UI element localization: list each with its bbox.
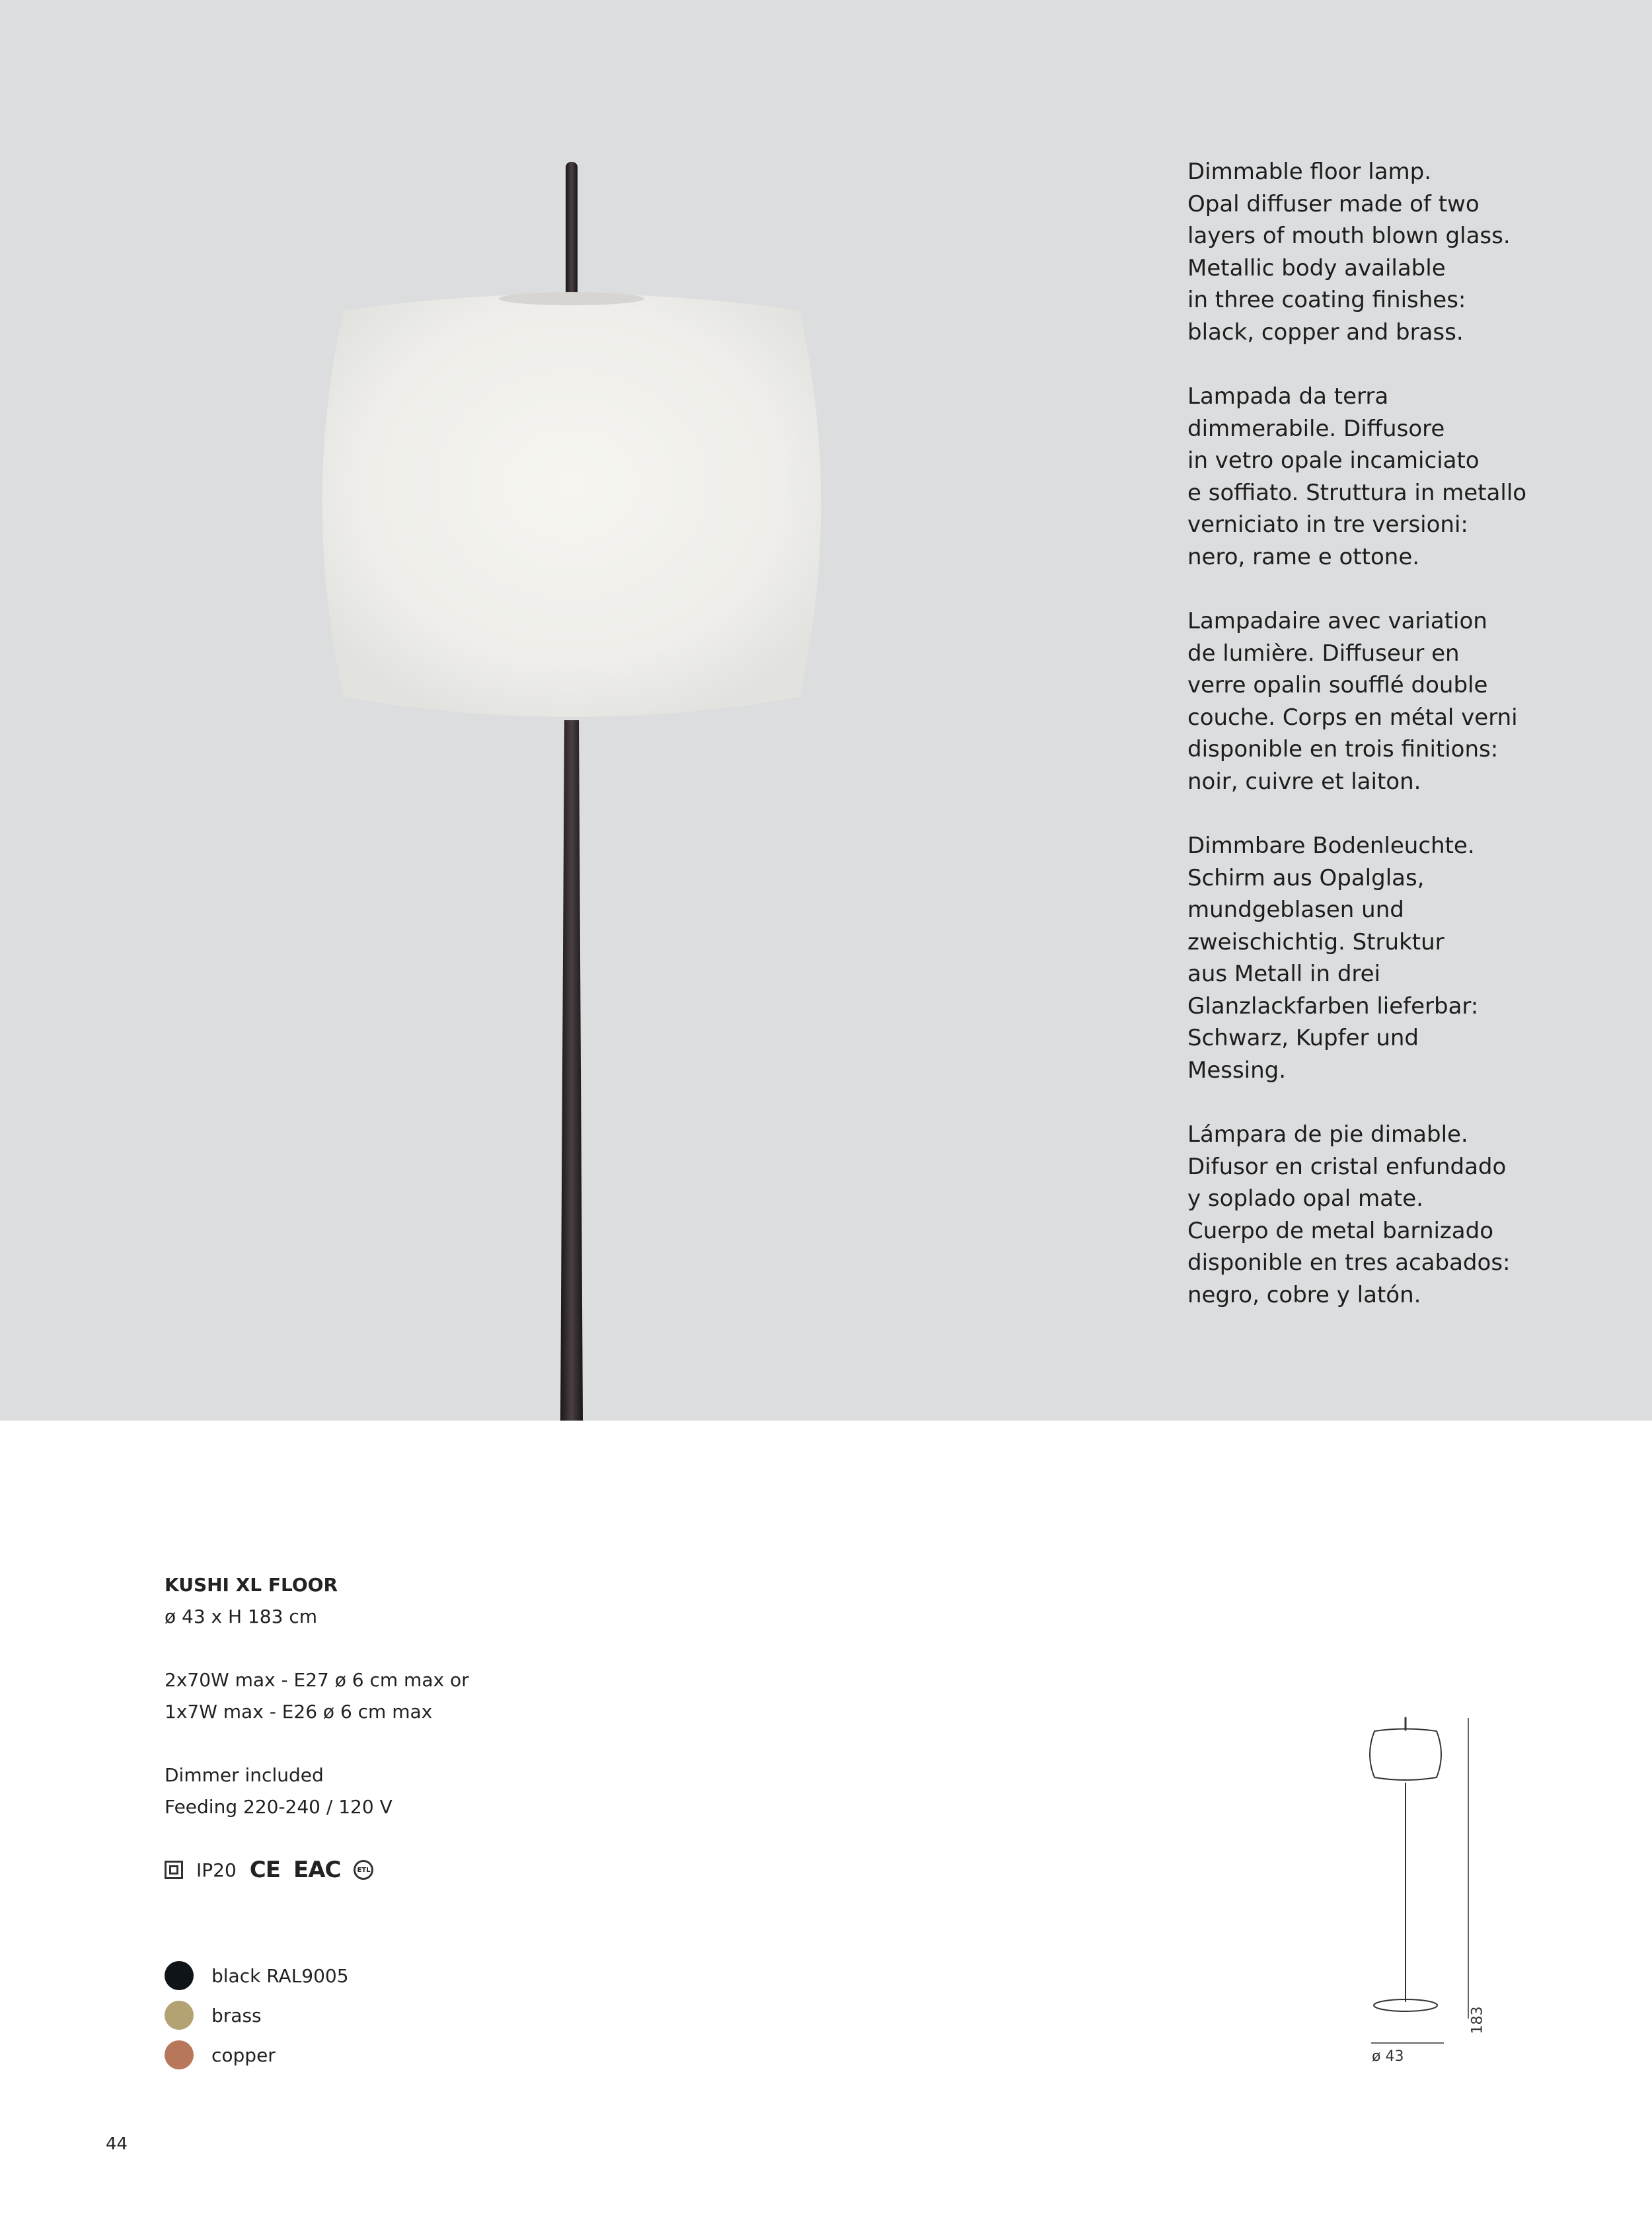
lamp-stem [560, 720, 583, 1421]
description-en: Dimmable floor lamp. Opal diffuser made of two layers of mouth blown glass. Metallic body available in three coating finishes: black, copper and brass. [1187, 159, 1511, 346]
description-es: Lámpara de pie dimable. Difusor en cristal enfundado y soplado opal mate. Cuerpo de metal barnizado disponible en tres acabados: negro, cobre y latón. [1187, 1121, 1511, 1308]
description-it: Lampada da terra dimmerabile. Diffusore in vetro opale incamiciato e soffiato. Struttura in metallo verniciato in tre versioni: nero, rame e ottone. [1187, 383, 1527, 570]
lamp-shade [322, 294, 821, 717]
description-de: Dimmbare Bodenleuchte. Schirm aus Opalglas, mundgeblasen und zweischichtig. Struktur aus Metall in drei Glanzlackfarben lieferbar: Schwarz, Kupfer und Messing. [1187, 833, 1479, 1084]
finish-list [165, 1956, 349, 2075]
eac-mark: EAC [293, 1857, 341, 1883]
product-specs [165, 1569, 759, 1823]
bulb-spec-1: 2x70W max - E27 ø 6 cm max or [165, 1669, 469, 1691]
finish-swatch [165, 1961, 194, 1990]
drawing-height-label: 183 [1469, 2006, 1486, 2034]
etl-mark: ETL [354, 1860, 373, 1880]
product-name: KUSHI XL FLOOR [165, 1574, 338, 1596]
description-fr: Lampadaire avec variation de lumière. Diffuseur en verre opalin soufflé double couche. Corps en métal verni disponible en trois finitions: noir, cuivre et laiton. [1187, 608, 1518, 795]
product-description [1187, 156, 1610, 1343]
finish-copper [165, 2035, 349, 2075]
finish-label: copper [211, 2044, 276, 2066]
certifications [165, 1855, 373, 1884]
page-number: 44 [106, 2134, 128, 2154]
finish-label: brass [211, 2004, 262, 2026]
ip-rating: IP20 [196, 1859, 237, 1881]
dimmer-spec: Dimmer included [165, 1764, 324, 1786]
finish-swatch [165, 2001, 194, 2030]
finish-swatch [165, 2040, 194, 2069]
ce-mark: CE [249, 1857, 280, 1883]
feeding-spec: Feeding 220-240 / 120 V [165, 1796, 393, 1818]
finish-brass [165, 1995, 349, 2035]
technical-drawing [1341, 1705, 1540, 2075]
finish-label: black RAL9005 [211, 1964, 349, 1987]
double-insulation-icon [165, 1861, 183, 1879]
bulb-spec-2: 1x7W max - E26 ø 6 cm max [165, 1701, 433, 1723]
lamp-stem-top [566, 162, 578, 301]
finish-black [165, 1956, 349, 1995]
product-dimensions: ø 43 x H 183 cm [165, 1606, 317, 1627]
drawing-shade [1370, 1729, 1441, 1781]
drawing-diameter-label: ø 43 [1372, 2048, 1404, 2065]
